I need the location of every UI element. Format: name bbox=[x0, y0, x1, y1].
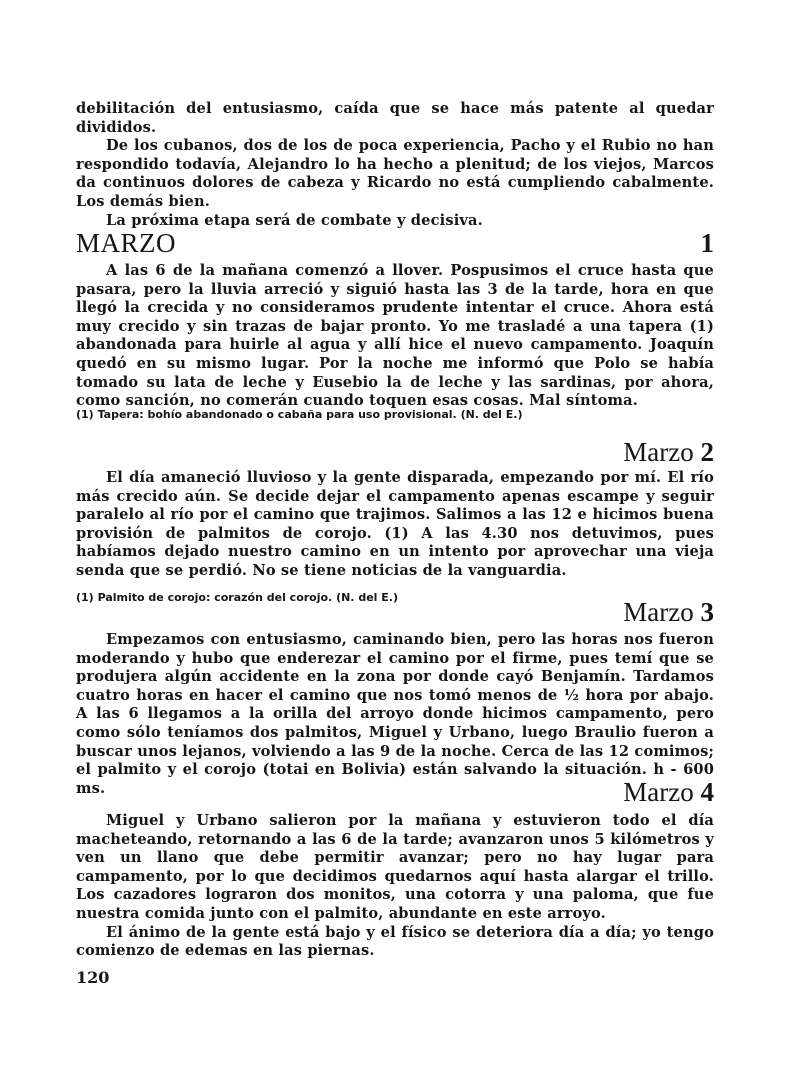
entry-body-marzo-4 bbox=[76, 812, 714, 961]
footnote-text: bohío abandonado o cabaña para uso provisional. (N. del E.) bbox=[147, 408, 523, 421]
entry-paragraph: Empezamos con entusiasmo, caminando bien, pero las horas nos fueron moderando y hubo que enderezar el camino por el firme, pues temí que se produjera algún accidente en la zona por donde cayó Benjamín. Tardamos cuatro horas en hacer el camino que nos tomó menos de ½ hora por abajo. A las 6 llegamos a la orilla del arroyo donde hicimos campamento, pero como sólo teníamos dos palmitos, Miguel y Urbano, luego Braulio fueron a buscar unos lejanos, volviendo a las 9 de la noche. Cerca de las 12 comimos; el palmito y el corojo (totai en Bolivia) están salvando la situación. h - 600 ms. bbox=[76, 631, 714, 797]
entry-day: 2 bbox=[700, 437, 714, 467]
entry-day: 4 bbox=[700, 777, 714, 807]
entry-day: 1 bbox=[700, 228, 714, 258]
entry-month: Marzo bbox=[623, 437, 694, 467]
entry-paragraph: El ánimo de la gente está bajo y el físico se deteriora día a día; yo tengo comienzo de edemas en las piernas. bbox=[76, 923, 714, 960]
entry-body-marzo-1 bbox=[76, 262, 714, 411]
entry-month: Marzo bbox=[623, 777, 694, 807]
entry-body-marzo-3 bbox=[76, 631, 714, 798]
entry-paragraph: A las 6 de la mañana comenzó a llover. Pospusimos el cruce hasta que pasara, pero la lluvia arreció y siguió hasta las 3 de la tarde, hora en que llegó la crecida y no consideramos prudente intentar el cruce. Ahora está muy crecido y sin trazas de bajar pronto. Yo me trasladé a una tapera (1) abandonada para huirle al agua y allí hice el nuevo campamento. Joaquín quedó en su mismo lugar. Por la noche me informó que Polo se había tomado su lata de leche y Eusebio la de leche y las sardinas, por ahora, como sanción, no comerán cuando toquen esas cosas. Mal síntoma. bbox=[76, 262, 714, 410]
entry-paragraph: El día amaneció lluvioso y la gente disparada, empezando por mí. El río más crecido aún. Se decide dejar el campamento apenas escampe y seguir paralelo al río por el camino que trajimos. Salimos a las 12 e hicimos buena provisión de palmitos de corojo. (1) A las 4.30 nos detuvimos, pues habíamos dejado nuestro camino en un intento por aprovechar una vieja senda que se perdió. No se tiene noticias de la vanguardia. bbox=[76, 469, 714, 579]
entry-paragraph: Miguel y Urbano salieron por la mañana y estuvieron todo el día macheteando, retornando a las 6 de la tarde; avanzaron unos 5 kilómetros y ven un llano que debe permitir avanzar; pero no hay lugar para campamento, por lo que decidimos quedarnos aquí hasta alargar el trillo. Los cazadores lograron dos monitos, una cotorra y una paloma, que fue nuestra comida junto con el palmito, abundante en este arroyo. bbox=[76, 812, 714, 922]
intro-paragraph-2: De los cubanos, dos de los de poca experiencia, Pacho y el Rubio no han respondido todavía, Alejandro lo ha hecho a plenitud; de los viejos, Marcos da continuos dolores de cabeza y Ricardo no está cumpliendo cabalmente. Los demás bien. bbox=[76, 137, 714, 210]
footnote-term: Palmito de corojo: bbox=[97, 591, 211, 604]
footnote-marker: (1) bbox=[76, 408, 94, 421]
page-number: 120 bbox=[76, 968, 110, 987]
entry-month: Marzo bbox=[623, 597, 694, 627]
entry-day: 3 bbox=[700, 597, 714, 627]
intro-text bbox=[76, 100, 714, 230]
footnote-term: Tapera: bbox=[97, 408, 144, 421]
entry-month: MARZO bbox=[76, 228, 177, 258]
intro-paragraph-1: debilitación del entusiasmo, caída que se hace más patente al quedar divididos. bbox=[76, 100, 714, 136]
footnote-text: corazón del corojo. (N. del E.) bbox=[214, 591, 398, 604]
entry-body-marzo-2 bbox=[76, 469, 714, 581]
footnote-marker: (1) bbox=[76, 591, 94, 604]
intro-paragraph-3: La próxima etapa será de combate y decisiva. bbox=[106, 211, 483, 229]
footnote-tapera bbox=[76, 408, 714, 422]
footnote-palmito bbox=[76, 591, 714, 605]
